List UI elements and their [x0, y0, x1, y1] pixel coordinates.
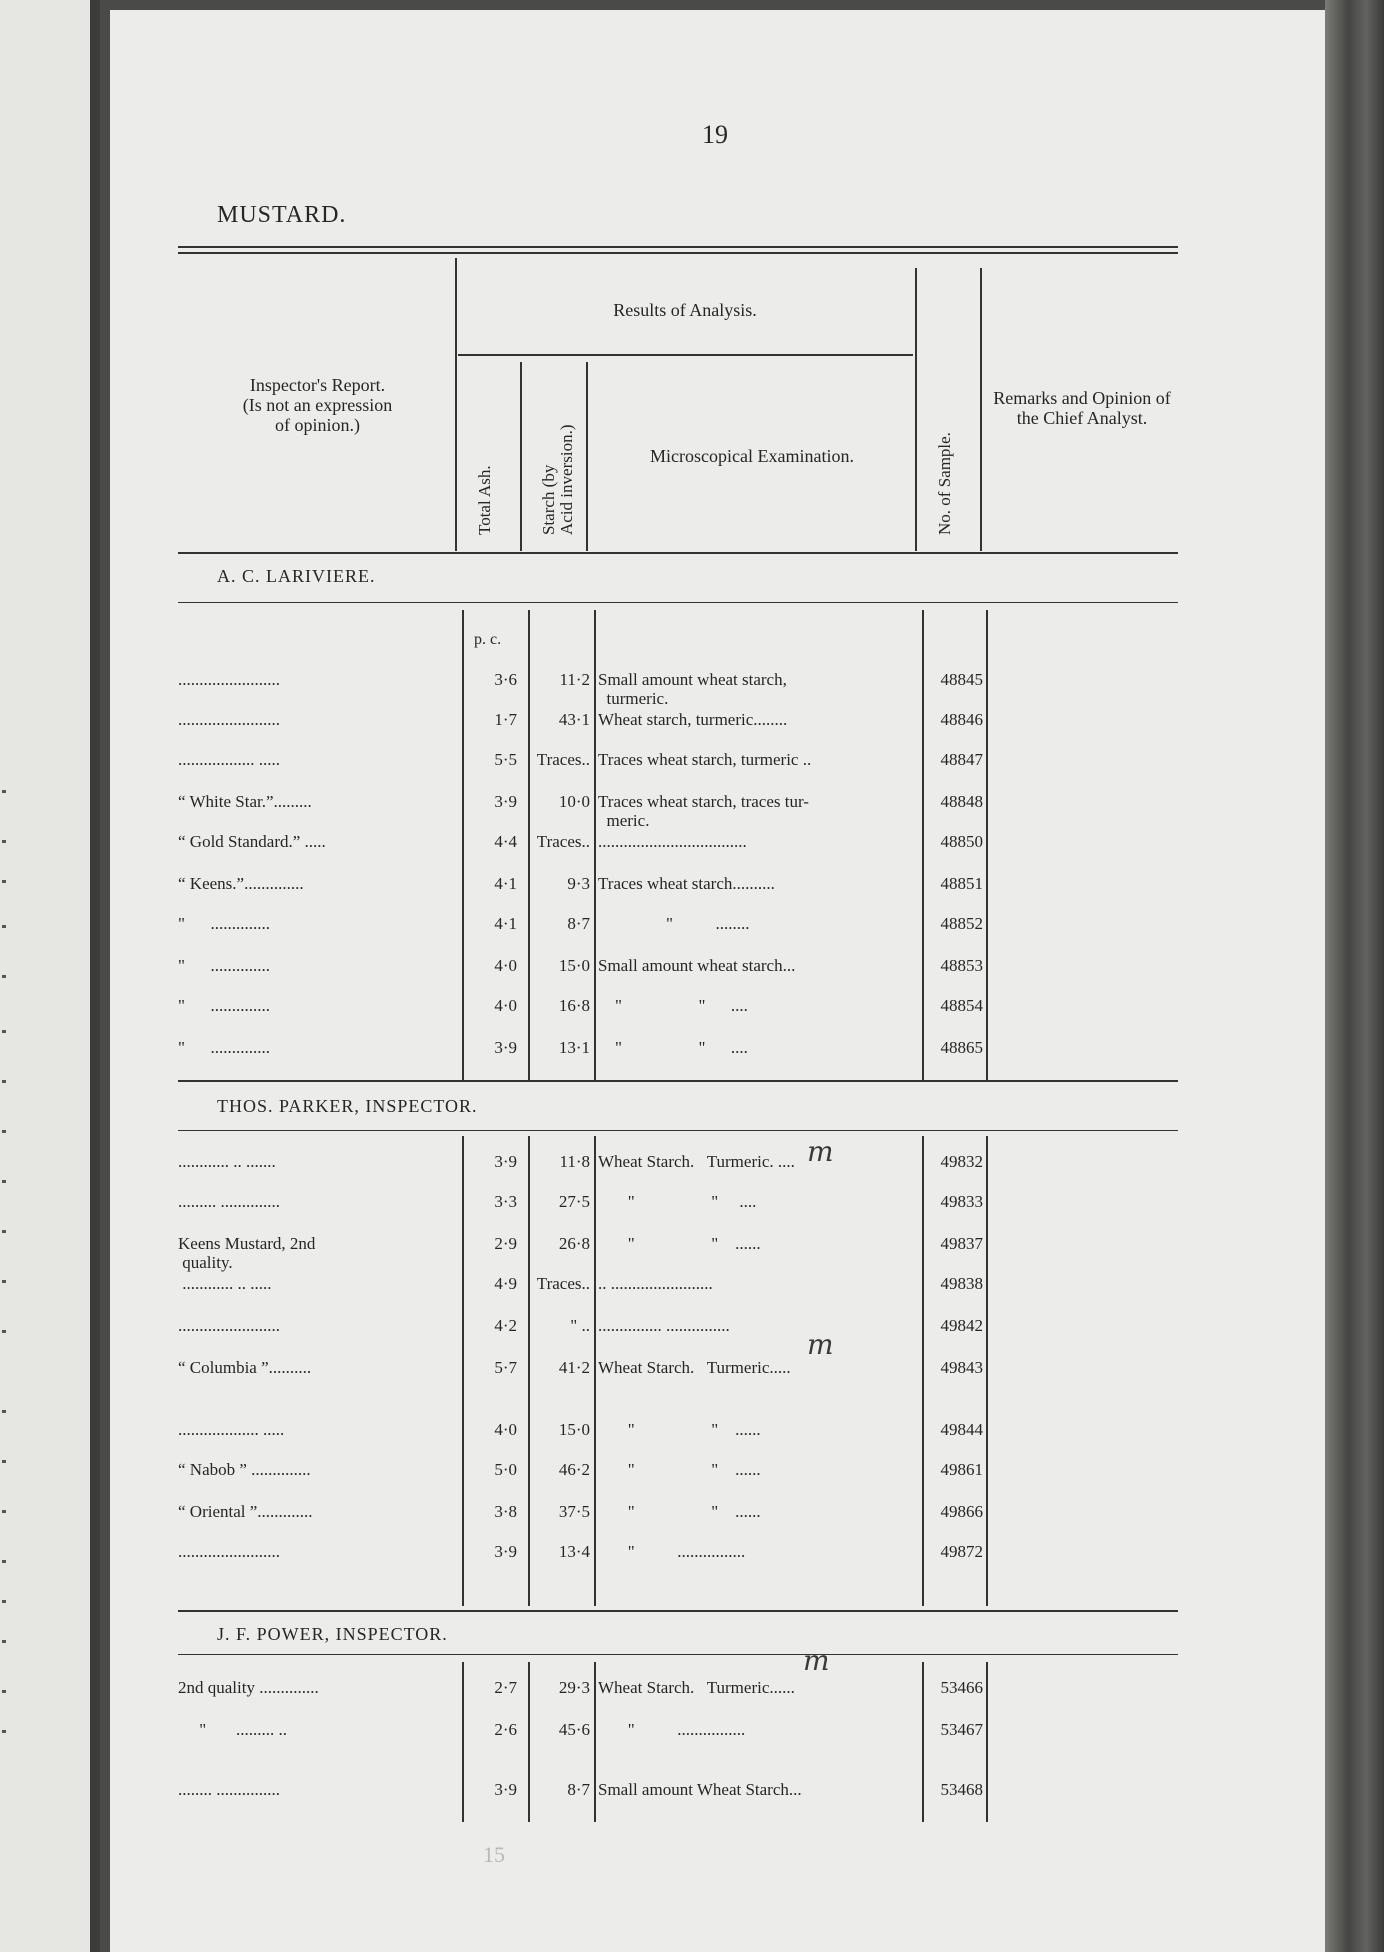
cell-ash: 2·7 [494, 1678, 517, 1697]
cell-ash: 5·7 [494, 1358, 517, 1377]
cell-micro: " ................ [598, 1720, 746, 1739]
cell-sample: 49844 [940, 1420, 983, 1439]
cell-ash: 2·6 [494, 1720, 517, 1739]
edge-mark [2, 1180, 6, 1183]
header-results-of-analysis: Results of Analysis. [613, 300, 757, 320]
cell-micro: Wheat starch, turmeric........ [598, 710, 788, 729]
cell-starch: 9·3 [567, 874, 590, 893]
cell-ash: 3·6 [494, 670, 517, 689]
section-rule [178, 1130, 1178, 1131]
edge-mark [2, 1280, 6, 1283]
document-page [110, 10, 1325, 1952]
cell-starch: 15·0 [558, 1420, 590, 1439]
cell-report: " .............. [178, 996, 270, 1015]
cell-report: 2nd quality .............. [178, 1678, 319, 1697]
cell-micro: Wheat Starch. Turmeric...... [598, 1678, 795, 1697]
column-rule [986, 1136, 988, 1606]
top-rule [178, 246, 1178, 248]
cell-sample: 48854 [940, 996, 983, 1015]
cell-sample: 49843 [940, 1358, 983, 1377]
cell-micro: .. ........................ [598, 1274, 713, 1293]
edge-mark [2, 1510, 6, 1513]
cell-report: .................. ..... [178, 750, 280, 769]
section-rule [178, 1654, 1178, 1655]
cell-starch: 13·4 [558, 1542, 590, 1561]
page-title: MUSTARD. [217, 202, 347, 228]
edge-mark [2, 1330, 6, 1333]
edge-mark [2, 1690, 6, 1693]
cell-report: " ......... .. [178, 1720, 287, 1739]
column-rule [986, 1662, 988, 1822]
cell-micro: " " ...... [598, 1502, 761, 1521]
cell-ash: 4·0 [494, 1420, 517, 1439]
header-divider [586, 362, 588, 551]
cell-micro: " " ...... [598, 1234, 761, 1253]
edge-mark [2, 880, 6, 883]
cell-micro: Small amount wheat starch... [598, 956, 796, 975]
cell-micro: " " ...... [598, 1420, 761, 1439]
results-underline [458, 354, 913, 356]
header-remarks: Remarks and Opinion of the Chief Analyst. [993, 388, 1171, 428]
cell-starch: 45·6 [558, 1720, 590, 1739]
cell-sample: 49838 [940, 1274, 983, 1293]
cell-starch: 11·8 [559, 1152, 590, 1171]
cell-micro: " ........ [598, 914, 750, 933]
edge-mark [2, 925, 6, 928]
edge-mark [2, 1600, 6, 1603]
cell-micro: ............... ............... [598, 1316, 730, 1335]
section-heading-parker: THOS. PARKER, INSPECTOR. [217, 1096, 478, 1116]
edge-mark [2, 790, 6, 793]
column-rule [462, 1136, 464, 1606]
cell-report: ........................ [178, 670, 280, 689]
cell-starch: 46·2 [558, 1460, 590, 1479]
header-divider [915, 268, 917, 551]
cell-report: ................... ..... [178, 1420, 285, 1439]
edge-mark [2, 1410, 6, 1413]
cell-sample: 48865 [940, 1038, 983, 1057]
pencil-mark: m [807, 1328, 834, 1361]
cell-micro: Traces wheat starch, turmeric .. [598, 750, 812, 769]
pencil-mark: m [803, 1644, 830, 1677]
edge-mark [2, 1730, 6, 1733]
column-rule [594, 1662, 596, 1822]
cell-sample: 49866 [940, 1502, 983, 1521]
cell-starch: 13·1 [558, 1038, 590, 1057]
edge-mark [2, 1130, 6, 1133]
book-spine [1325, 0, 1384, 1952]
cell-sample: 48846 [940, 710, 983, 729]
cell-ash: 3·8 [494, 1502, 517, 1521]
cell-sample: 53468 [940, 1780, 983, 1799]
header-inspector-report: Inspector's Report. (Is not an expression of opinion.) [242, 375, 393, 435]
section-end-rule [178, 1080, 1178, 1082]
column-rule [462, 1662, 464, 1822]
cell-sample: 48850 [940, 832, 983, 851]
edge-mark [2, 1460, 6, 1463]
cell-micro: " " .... [598, 996, 748, 1015]
cell-micro: " " ...... [598, 1460, 761, 1479]
header-total-ash: Total Ash. [475, 465, 494, 535]
cell-micro: Traces wheat starch.......... [598, 874, 775, 893]
cell-report: Keens Mustard, 2nd quality. [178, 1234, 316, 1272]
left-page-edge [0, 0, 100, 1952]
column-rule [594, 610, 596, 1080]
cell-starch: 11·2 [559, 670, 590, 689]
cell-starch: 29·3 [558, 1678, 590, 1697]
cell-sample: 49842 [940, 1316, 983, 1335]
cell-starch: " .. [570, 1316, 590, 1335]
cell-sample: 49832 [940, 1152, 983, 1171]
cell-micro: " " .... [598, 1192, 757, 1211]
cell-ash: 3·9 [494, 1152, 517, 1171]
top-rule-2 [178, 252, 1178, 254]
cell-ash: 4·0 [494, 996, 517, 1015]
cell-micro: " " .... [598, 1038, 748, 1057]
cell-report: ........................ [178, 1542, 280, 1561]
cell-ash: 4·0 [494, 956, 517, 975]
cell-sample: 49837 [940, 1234, 983, 1253]
edge-mark [2, 1030, 6, 1033]
faint-pencil-note: 15 [483, 1842, 505, 1867]
cell-ash: 4·1 [494, 874, 517, 893]
column-rule [594, 1136, 596, 1606]
cell-starch: 10·0 [558, 792, 590, 811]
cell-starch: Traces.. [536, 832, 590, 851]
cell-micro: Wheat Starch. Turmeric..... [598, 1358, 791, 1377]
cell-ash: 4·4 [494, 832, 517, 851]
cell-report: " .............. [178, 1038, 270, 1057]
cell-ash: 5·0 [494, 1460, 517, 1479]
cell-report: “ Keens.”.............. [178, 874, 304, 893]
cell-sample: 48845 [940, 670, 983, 689]
section-end-rule [178, 1610, 1178, 1612]
cell-starch: Traces.. [536, 1274, 590, 1293]
unit-label: p. c. [474, 631, 502, 648]
section-rule [178, 602, 1178, 603]
cell-starch: 41·2 [558, 1358, 590, 1377]
cell-starch: 43·1 [558, 710, 590, 729]
cell-sample: 53467 [940, 1720, 983, 1739]
cell-starch: 8·7 [567, 914, 590, 933]
edge-mark [2, 975, 6, 978]
cell-micro: Wheat Starch. Turmeric. .... [598, 1152, 795, 1171]
edge-mark [2, 1640, 6, 1643]
header-divider [520, 362, 522, 551]
section-heading-lariviere: A. C. LARIVIERE. [217, 566, 376, 586]
cell-ash: 5·5 [494, 750, 517, 769]
gutter-shadow [90, 0, 100, 1952]
cell-ash: 3·9 [494, 1780, 517, 1799]
cell-micro: Traces wheat starch, traces tur- meric. [598, 792, 809, 830]
cell-ash: 2·9 [494, 1234, 517, 1253]
cell-sample: 49833 [940, 1192, 983, 1211]
cell-ash: 3·9 [494, 1542, 517, 1561]
section-heading-power: J. F. POWER, INSPECTOR. [217, 1624, 448, 1644]
cell-report: ............ .. ....... [178, 1152, 276, 1171]
cell-report: “ White Star.”......... [178, 792, 312, 811]
header-starch: Starch (by Acid inversion.) [539, 424, 576, 535]
cell-report: " .............. [178, 914, 270, 933]
cell-sample: 48853 [940, 956, 983, 975]
cell-sample: 48847 [940, 750, 983, 769]
header-divider [455, 258, 457, 551]
header-bottom-rule [178, 552, 1178, 554]
cell-starch: 16·8 [558, 996, 590, 1015]
cell-ash: 3·3 [494, 1192, 517, 1211]
cell-ash: 4·1 [494, 914, 517, 933]
cell-starch: 15·0 [558, 956, 590, 975]
cell-micro: ................................... [598, 832, 747, 851]
cell-report: ............ .. ..... [178, 1274, 272, 1293]
cell-sample: 48851 [940, 874, 983, 893]
cell-ash: 3·9 [494, 792, 517, 811]
cell-starch: 8·7 [567, 1780, 590, 1799]
column-rule [922, 610, 924, 1080]
cell-ash: 3·9 [494, 1038, 517, 1057]
cell-sample: 48848 [940, 792, 983, 811]
cell-micro: Small amount Wheat Starch... [598, 1780, 802, 1799]
edge-mark [2, 1080, 6, 1083]
column-rule [986, 610, 988, 1080]
cell-ash: 4·2 [494, 1316, 517, 1335]
header-sample-no: No. of Sample. [935, 432, 954, 535]
cell-report: “ Oriental ”............. [178, 1502, 313, 1521]
column-rule [462, 610, 464, 1080]
cell-starch: Traces.. [536, 750, 590, 769]
cell-sample: 49872 [940, 1542, 983, 1561]
cell-ash: 4·9 [494, 1274, 517, 1293]
cell-report: “ Nabob ” .............. [178, 1460, 311, 1479]
column-rule [922, 1136, 924, 1606]
cell-report: ......... .............. [178, 1192, 280, 1211]
cell-report: ........................ [178, 1316, 280, 1335]
cell-sample: 49861 [940, 1460, 983, 1479]
edge-mark [2, 1230, 6, 1233]
cell-micro: " ................ [598, 1542, 746, 1561]
page-number: 19 [702, 120, 728, 149]
cell-micro: Small amount wheat starch, turmeric. [598, 670, 787, 708]
cell-ash: 1·7 [494, 710, 517, 729]
cell-report: ........................ [178, 710, 280, 729]
pencil-mark: m [807, 1135, 834, 1168]
cell-report: “ Gold Standard.” ..... [178, 832, 326, 851]
cell-starch: 26·8 [558, 1234, 590, 1253]
cell-sample: 48852 [940, 914, 983, 933]
cell-report: " .............. [178, 956, 270, 975]
cell-starch: 27·5 [558, 1192, 590, 1211]
cell-report: ........ ............... [178, 1780, 280, 1799]
header-microscopical: Microscopical Examination. [650, 446, 854, 466]
cell-sample: 53466 [940, 1678, 983, 1697]
edge-mark [2, 840, 6, 843]
cell-starch: 37·5 [558, 1502, 590, 1521]
cell-report: “ Columbia ”.......... [178, 1358, 312, 1377]
edge-mark [2, 1560, 6, 1563]
column-rule [922, 1662, 924, 1822]
